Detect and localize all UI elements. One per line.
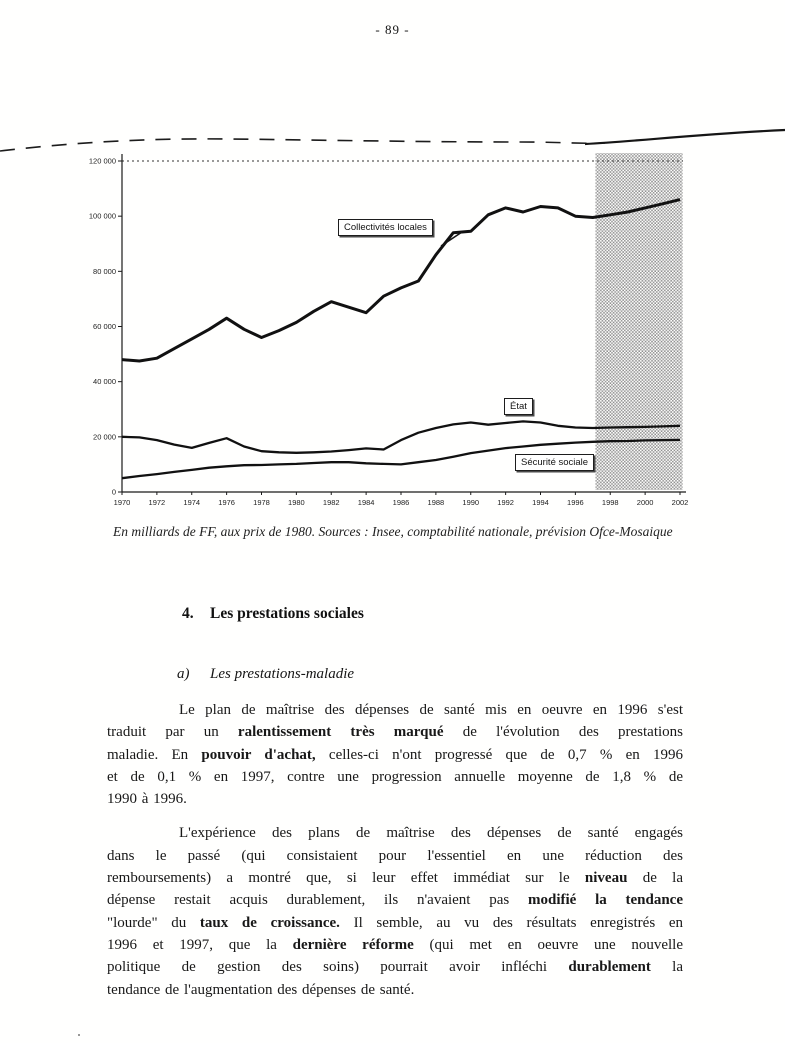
text-line [107,788,683,810]
text-line [107,721,683,743]
y-tick-label: 0 [111,487,116,497]
x-tick-label: 2002 [671,498,689,507]
x-tick-label: 1970 [113,498,131,507]
bold-text-segment: ralentissement très marqué [237,724,444,741]
page-number: - 89 - [375,22,410,37]
paragraph [107,699,683,810]
text-segment: dans le passé (qui consistaient pour l'essentiel en une réduction des [107,847,683,864]
text-line [107,912,683,934]
x-tick-label: 1992 [497,498,514,507]
text-line [107,867,683,889]
text-segment: traduit par un [107,724,238,741]
squiggle-dashed-segment [0,139,605,151]
bold-text-segment: durablement [568,959,651,976]
x-tick-label: 1982 [322,498,340,507]
x-tick-label: 1994 [532,498,549,507]
bold-text-segment: pouvoir d'achat, [201,746,316,763]
series-label-securite-sociale: Sécurité sociale [515,454,594,471]
y-tick-label: 60 000 [93,322,116,331]
text-segment: et de 0,1 % en 1997, contre une progression annuelle moyenne de 1,8 % de [107,768,683,785]
section-heading [182,605,364,623]
x-tick-label: 1988 [427,498,445,507]
series-label-etat: État [504,398,533,415]
text-line [107,889,683,911]
text-line [107,699,683,721]
text-segment: de l'évolution des prestations [443,724,683,741]
x-tick-label: 1972 [148,498,166,507]
text-segment: la [650,959,684,976]
y-tick-label: 40 000 [93,377,116,387]
series-label-collectivites-locales: Collectivités locales [338,219,433,236]
x-tick-label: 1996 [567,498,584,507]
x-tick-label: 1998 [601,498,619,507]
y-tick-label: 100 000 [88,211,116,221]
text-segment: remboursements) a montré que, si leur effet immédiat sur le [107,870,585,887]
subsection-heading [177,666,354,683]
x-tick-label: 1978 [253,498,270,507]
text-segment: Il semble, au vu des résultats enregistrés en [339,914,683,931]
y-tick-label: 80 000 [93,266,116,276]
x-tick-label: 1974 [183,498,201,507]
x-tick-label: 1984 [357,498,375,507]
text-line [107,766,683,788]
text-segment: 1990 à 1996. [107,791,187,808]
text-segment: 1996 et 1997, que la [107,936,293,953]
text-segment: L'expérience des plans de maîtrise des dépenses de santé engagés [179,825,683,842]
bold-text-segment: niveau [584,870,628,887]
text-line [107,822,683,844]
separator-squiggle-line [0,130,785,151]
text-segment: dépense restait acquis durablement, ils n'avaient pas [107,892,528,909]
y-tick-label: 20 000 [93,432,116,442]
bold-text-segment: taux de croissance. [199,914,340,931]
bold-text-segment: modifié la tendance [527,892,683,909]
section-title: Les prestations sociales [210,605,364,622]
y-tick-label: 120 000 [88,156,116,166]
x-tick-label: 1990 [462,498,480,507]
text-segment: politique de gestion des soins) pourrait avoir infléchi [107,959,569,976]
x-tick-label: 1986 [392,498,410,507]
x-tick-label: 1980 [288,498,305,507]
bold-text-segment: dernière réforme [292,936,414,953]
chart-caption: En milliards de FF, aux prix de 1980. Sources : Insee, comptabilité nationale, prévision Ofce-Mosaique [113,524,673,539]
squiggle-solid-segment [585,130,785,144]
scan-speck [78,1034,80,1036]
text-segment: Le plan de maîtrise des dépenses de santé mis en oeuvre en 1996 s'est [179,702,683,718]
text-line [107,934,683,956]
paragraph [107,822,683,1000]
text-segment: "lourde" du [107,914,200,931]
text-segment: de la [627,870,683,887]
text-line [107,979,683,1001]
text-line [107,845,683,867]
x-tick-label: 1976 [218,498,235,507]
text-segment: maladie. En [107,746,202,763]
text-line [107,956,683,978]
body-text [107,699,683,1001]
subsection-title: Les prestations-maladie [210,666,355,682]
text-segment: (qui met en oeuvre une nouvelle [413,936,683,953]
subsection-number: a) [177,666,190,682]
section-number: 4. [182,605,194,622]
text-line [107,744,683,766]
text-segment: tendance de l'augmentation des dépenses de santé. [107,981,415,998]
x-tick-label: 2000 [636,498,654,507]
text-segment: celles-ci n'ont progressé que de 0,7 % en 1996 [315,746,683,763]
